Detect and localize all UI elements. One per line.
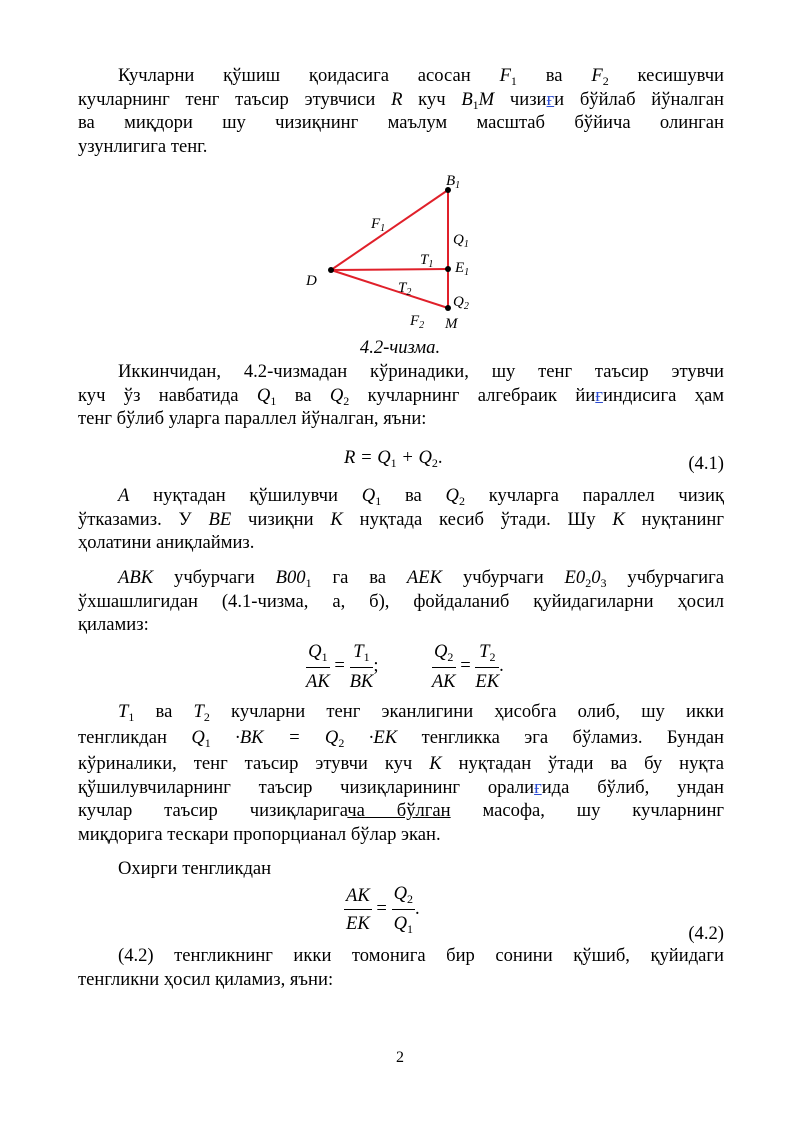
label-q2: $Q_2$ — [453, 294, 469, 312]
figure-lines — [331, 190, 448, 308]
fraction-ak-ek: $\frac{AK}{EK}$ — [346, 884, 370, 934]
label-f1: $F_1$ — [371, 216, 386, 234]
para4-line2: ўхшашлигидан (4.1-чизма, а, б), фойдаланиб қуйидагиларни ҳосил — [78, 590, 724, 612]
equation-4-1: $R = Q_1 + Q_2$. — [344, 447, 443, 470]
spell-mark: ғ — [595, 384, 603, 406]
equation-number-4-2: (4.2) — [688, 923, 724, 944]
fraction-q2-ak: $\frac{Q_2}{AK}$ — [431, 641, 456, 692]
para2-line3: тенг бўлиб уларга параллел йўналган, яъни: — [78, 408, 427, 429]
fraction-q1-ak: $\frac{Q_1}{AK}$ — [306, 641, 330, 692]
paragraph-6 — [78, 857, 724, 881]
spell-mark: ғ — [546, 88, 555, 110]
para1-line4: узунлигига тенг. — [78, 135, 208, 157]
label-t1: $T_1$ — [420, 252, 434, 270]
label-m: M — [445, 316, 458, 332]
ratio-equations: $\frac{Q_1}{AK}$ = $\frac{T_1}{BK}$ ; $\frac{Q_2}{AK}$ = $\frac{T_2}{EK}$ . — [306, 641, 504, 692]
para3-line2: ўтказамиз. У BE чизиқни K нуқтада кесиб ўтади. Шу K нуқтанинг — [78, 508, 725, 530]
paragraph-7 — [78, 944, 724, 991]
para4-line3: қиламиз: — [78, 614, 149, 635]
para5-line6: миқдорига тескари пропорцианал бўлар экан. — [78, 823, 441, 845]
para5-line5: кучлар таъсир чизиқларигача бўлган масофа, шу кучларнинг — [78, 800, 725, 821]
para5-line2: тенгликдан $Q_1 \cdot BK = Q_2 \cdot EK$ тенгликка эга бўламиз. Бундан — [78, 727, 724, 750]
para4-line1: ABK учбурчаги $B00_1$ га ва AEK учбурчаги $E0_20_3$ учбурчагига — [118, 567, 724, 590]
label-f2: $F_2$ — [410, 313, 425, 331]
para5-line1: $T_1$ ва $T_2$ кучларни тенг эканлигини ҳисобга олиб, шу икки — [118, 701, 724, 724]
label-t2: $T_2$ — [398, 280, 412, 298]
line-d-b1 — [331, 190, 448, 270]
label-d: D — [306, 273, 317, 289]
paragraph-1 — [78, 64, 724, 158]
line-d-m — [331, 270, 448, 308]
label-q1: $Q_1$ — [453, 232, 469, 250]
page-number: 2 — [396, 1049, 404, 1066]
para1-line1: Кучларни қўшиш қоидасига асосан $F_1$ ва $F_2$ кесишувчи — [118, 65, 724, 88]
point-d — [328, 267, 334, 273]
para7-line1: (4.2) тенгликнинг икки томонига бир сонини қўшиб, қуйидаги — [118, 945, 724, 966]
para2-line2: куч ўз навбатида $Q_1$ ва $Q_2$ кучларнинг алгебраик йиғиндисига ҳам — [78, 384, 724, 408]
paragraph-2 — [78, 360, 724, 431]
para5-line3: кўриналики, тенг таъсир этувчи куч K нуқтадан ўтади ва бу нуқта — [78, 753, 725, 774]
para6-line1: Охирги тенгликдан — [118, 858, 272, 879]
point-m — [445, 305, 451, 311]
fraction-q2-q1: $\frac{Q_2}{Q_1}$ — [393, 883, 414, 936]
point-e1 — [445, 266, 451, 272]
para7-line2: тенгликни ҳосил қиламиз, яъни: — [78, 968, 334, 990]
equation-number-4-1: (4.1) — [688, 453, 724, 474]
label-e1: $E_1$ — [455, 260, 470, 278]
fraction-t1-bk: $\frac{T_1}{BK}$ — [349, 641, 374, 692]
para3-line3: ҳолатини аниқлаймиз. — [78, 532, 255, 553]
para5-line4: қўшилувчиларнинг таъсир чизиқларининг оралиғида бўлиб, ундан — [78, 776, 724, 798]
equation-4-2: $\frac{AK}{EK}$ = $\frac{Q_2}{Q_1}$ . — [346, 883, 420, 936]
paragraph-3 — [78, 484, 724, 555]
force-triangle-figure — [290, 170, 490, 336]
para2-line1: Иккинчидан, 4.2-чизмадан кўринадики, шу тенг таъсир этувчи — [118, 361, 724, 382]
figure-caption: 4.2-чизма. — [359, 337, 441, 358]
para1-line2: кучларнинг тенг таъсир этувчиси R куч $B_1M$ чизиғи бўйлаб йўналган — [78, 88, 724, 112]
spell-mark: ғ — [534, 776, 542, 798]
fraction-t2-ek: $\frac{T_2}{EK}$ — [475, 641, 500, 692]
paragraph-5 — [78, 700, 724, 846]
para3-line1: A нуқтадан қўшилувчи $Q_1$ ва $Q_2$ кучларга параллел чизиқ — [118, 485, 724, 508]
paragraph-4 — [78, 566, 724, 637]
label-b1: $B_1$ — [446, 173, 461, 191]
para1-line3: ва миқдори шу чизиқнинг маълум масштаб бўйича олинган — [78, 112, 724, 133]
